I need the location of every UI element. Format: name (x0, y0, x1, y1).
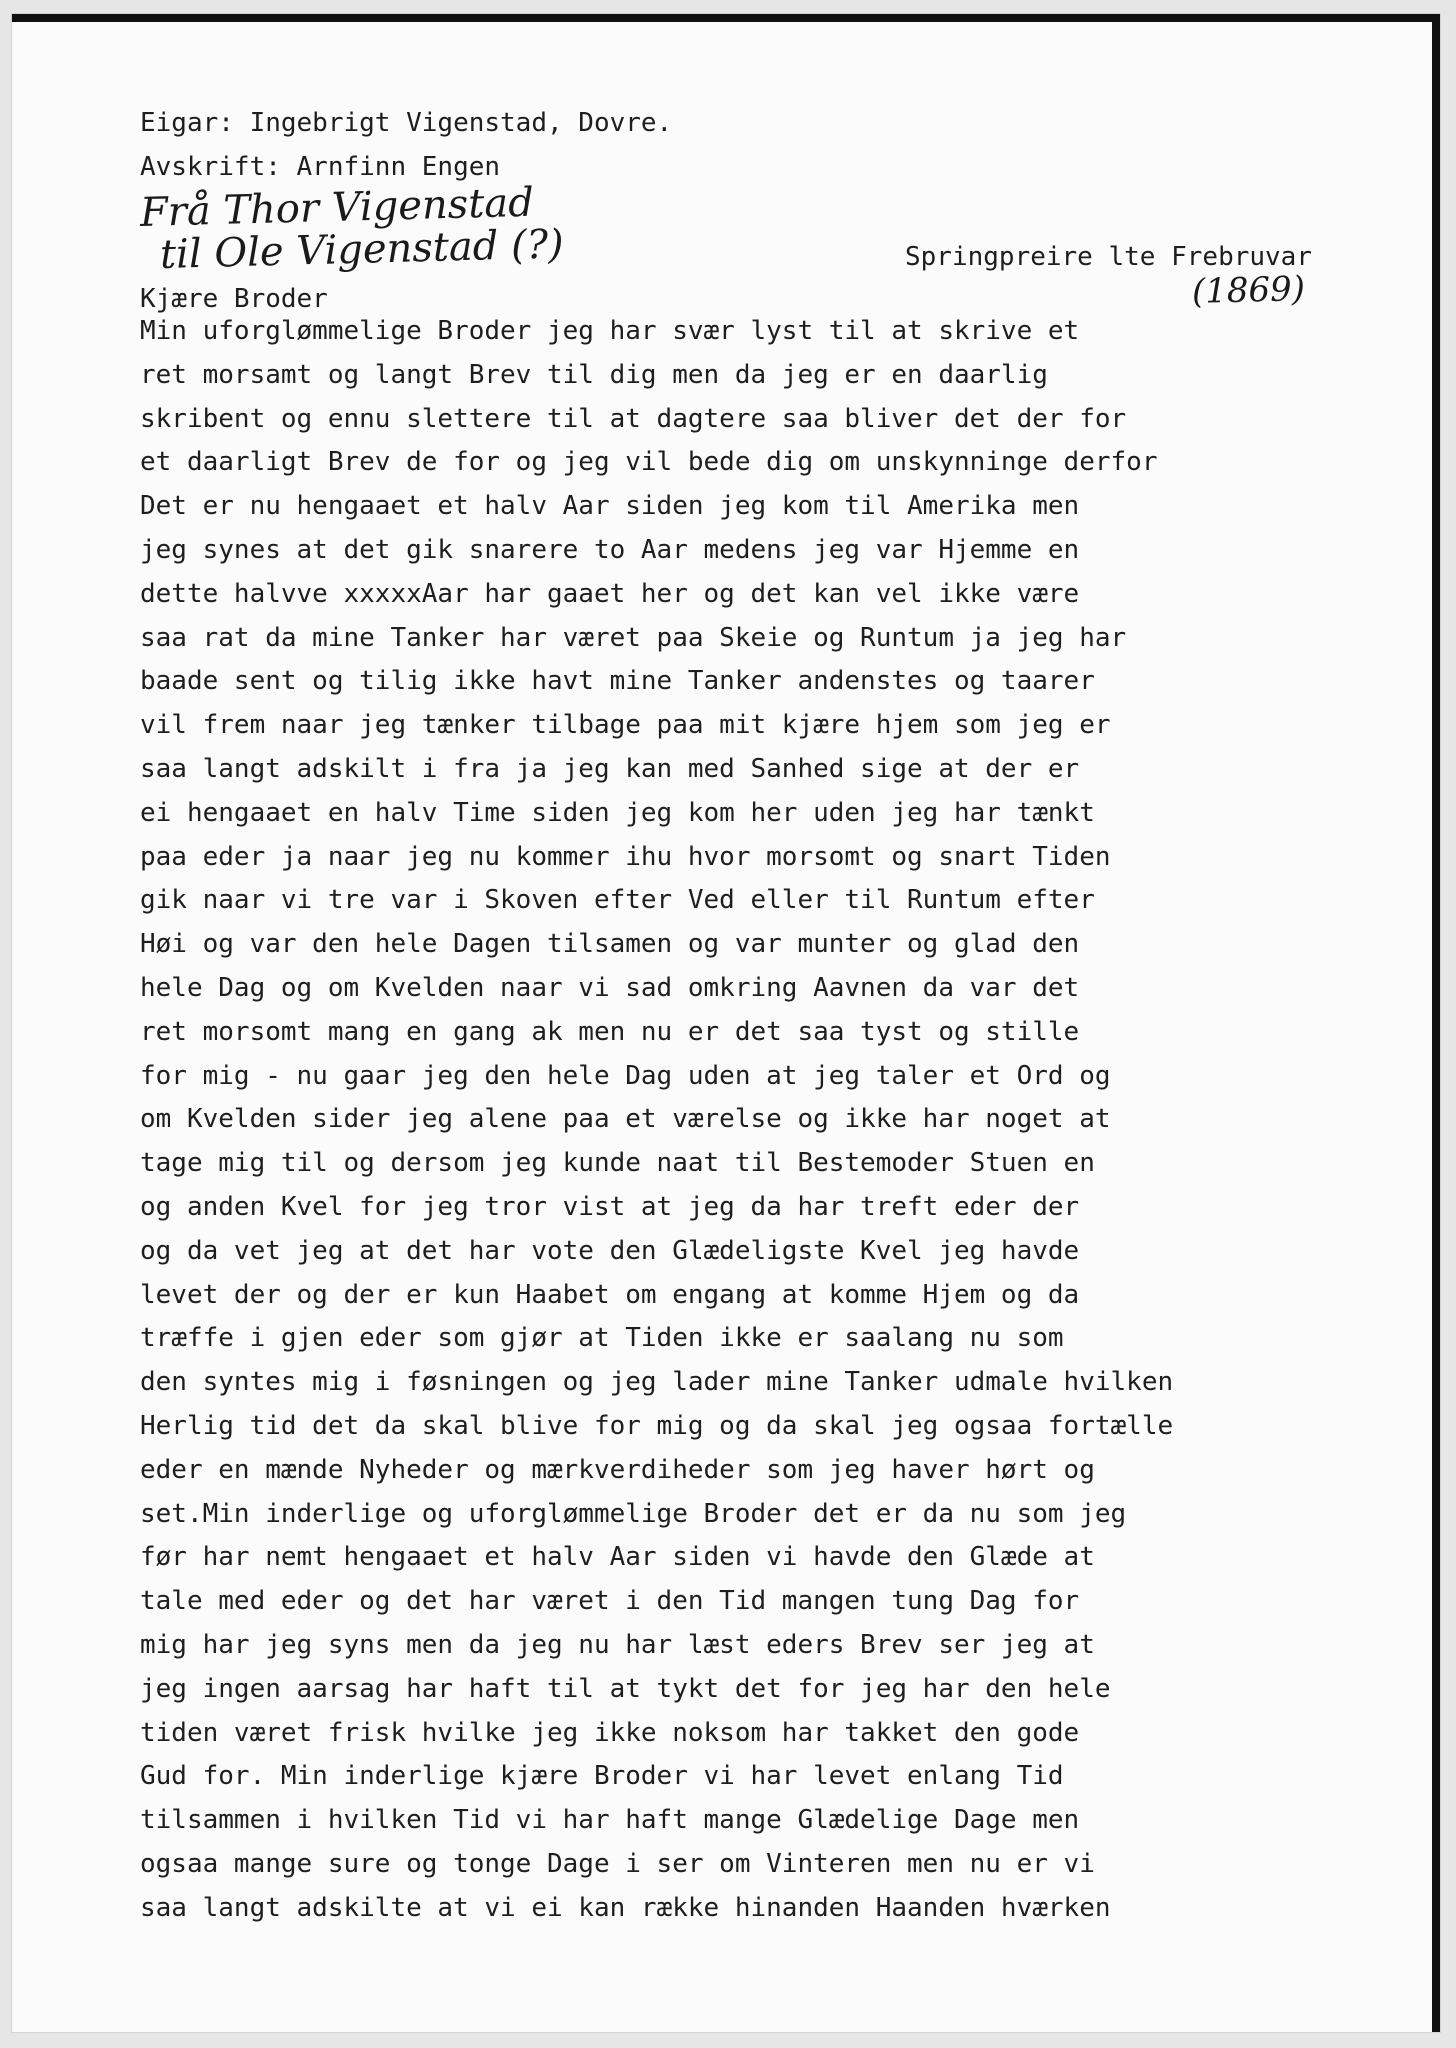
scan-border-top (12, 14, 1440, 22)
handwritten-year: (1869) (1191, 269, 1306, 312)
letter-line: Min uforglømmelige Broder jeg har svær lyst til at skrive et (140, 316, 1080, 346)
handwritten-note-line-2: til Ole Vigenstad (?) (159, 221, 565, 278)
handwritten-note-line-1: Frå Thor Vigenstad (139, 179, 535, 236)
letter-line: tilsammen i hvilken Tid vi har haft mange Glædelige Dage men (140, 1805, 1080, 1836)
letter-line: før har nemt hengaaet et halv Aar siden vi havde den Glæde at (140, 1542, 1095, 1573)
letter-line: Herlig tid det da skal blive for mig og da skal jeg ogsaa fortælle (140, 1410, 1174, 1441)
letter-line: paa eder ja naar jeg nu kommer ihu hvor morsomt og snart Tiden (140, 841, 1111, 872)
letter-line: og da vet jeg at det har vote den Glædeligste Kvel jeg havde (140, 1235, 1080, 1266)
letter-line: træffe i gjen eder som gjør at Tiden ikke er saalang nu som (140, 1323, 1064, 1354)
letter-line: Høi og var den hele Dagen tilsamen og var munter og glad den (140, 929, 1080, 960)
letter-line: saa langt adskilt i fra ja jeg kan med Sanhed sige at der er (140, 753, 1080, 784)
letter-line: vil frem naar jeg tænker tilbage paa mit kjære hjem som jeg er (140, 710, 1111, 741)
letter-line: jeg ingen aarsag har haft til at tykt det for jeg har den hele (140, 1673, 1111, 1704)
scan-border-right (1432, 14, 1440, 2032)
letter-line: for mig - nu gaar jeg den hele Dag uden at jeg taler et Ord og (140, 1060, 1111, 1091)
letter-line: og anden Kvel for jeg tror vist at jeg da har treft eder der (140, 1191, 1080, 1222)
letter-line: levet der og der er kun Haabet om engang at komme Hjem og da (140, 1279, 1080, 1310)
letter-body (140, 310, 1173, 1930)
letter-line: et daarligt Brev de for og jeg vil bede dig om unskynninge derfor (140, 447, 1158, 478)
letter-line: set.Min inderlige og uforglømmelige Broder det er da nu som jeg (140, 1498, 1127, 1529)
letter-line: den syntes mig i føsningen og jeg lader mine Tanker udmale hvilken (140, 1367, 1174, 1398)
letter-line: tale med eder og det har været i den Tid mangen tung Dag for (140, 1586, 1080, 1617)
letter-line: skribent og ennu slettere til at dagtere saa bliver det der for (140, 403, 1127, 434)
owner-line: Eigar: Ingebrigt Vigenstad, Dovre. (140, 108, 673, 138)
letter-line: tiden været frisk hvilke jeg ikke noksom har takket den gode (140, 1717, 1080, 1748)
letter-line: gik naar vi tre var i Skoven efter Ved eller til Runtum efter (140, 885, 1095, 916)
letter-line: ogsaa mange sure og tonge Dage i ser om Vinteren men nu er vi (140, 1848, 1095, 1879)
letter-line: mig har jeg syns men da jeg nu har læst eders Brev ser jeg at (140, 1629, 1095, 1660)
letter-line: saa rat da mine Tanker har været paa Skeie og Runtum ja jeg har (140, 622, 1127, 653)
letter-line: om Kvelden sider jeg alene paa et værelse og ikke har noget at (140, 1104, 1111, 1135)
transcript-line: Avskrift: Arnfinn Engen (140, 152, 501, 182)
letter-line: ret morsomt mang en gang ak men nu er det saa tyst og stille (140, 1016, 1080, 1047)
letter-line: saa langt adskilte at vi ei kan række hinanden Haanden hværken (140, 1892, 1111, 1923)
letter-line: baade sent og tilig ikke havt mine Tanker andenstes og taarer (140, 666, 1095, 697)
letter-line: eder en mænde Nyheder og mærkverdiheder som jeg haver hørt og (140, 1454, 1095, 1485)
letter-line: Det er nu hengaaet et halv Aar siden jeg kom til Amerika men (140, 491, 1080, 522)
letter-line: hele Dag og om Kvelden naar vi sad omkring Aavnen da var det (140, 972, 1080, 1003)
letter-line: tage mig til og dersom jeg kunde naat til Bestemoder Stuen en (140, 1148, 1095, 1179)
letter-line: dette halvve xxxxxAar har gaaet her og det kan vel ikke være (140, 578, 1080, 609)
salutation: Kjære Broder (140, 284, 328, 314)
place-date: Springpreire lte Frebruvar (905, 242, 1312, 272)
letter-line: jeg synes at det gik snarere to Aar medens jeg var Hjemme en (140, 534, 1080, 565)
letter-line: ei hengaaet en halv Time siden jeg kom her uden jeg har tænkt (140, 797, 1095, 828)
letter-line: ret morsamt og langt Brev til dig men da jeg er en daarlig (140, 359, 1048, 390)
letter-line: Gud for. Min inderlige kjære Broder vi har levet enlang Tid (140, 1761, 1064, 1792)
